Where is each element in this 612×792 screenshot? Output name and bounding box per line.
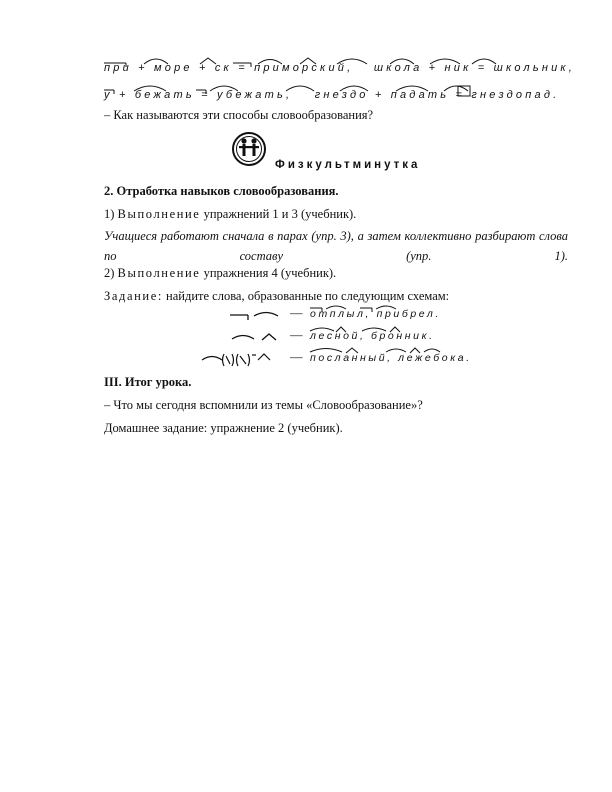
scheme-3-words: посланный, лежебока. — [310, 352, 472, 364]
homework: Домашнее задание: упражнение 2 (учебник). — [104, 421, 343, 435]
scheme-2-words: лесной, бронник. — [310, 330, 435, 342]
question-word-formation: – Как называются эти способы словообразования? — [104, 108, 374, 122]
section-3-heading: III. Итог урока. — [104, 375, 192, 389]
scheme-3-dash: — — [290, 350, 303, 364]
step-1-spaced: Выполнение — [117, 207, 201, 221]
step-2-text: упражнения 4 (учебник). — [203, 266, 337, 280]
step-1 — [104, 207, 356, 222]
step-2-number: 2) — [104, 266, 115, 280]
students-note: Учащиеся работают сначала в парах (упр. 3), а затем коллективно разбирают слова по составу (упр. 1). — [104, 229, 568, 263]
scheme-2-dash: — — [290, 328, 303, 342]
two-figures-icon — [231, 131, 267, 167]
step-1-number: 1) — [104, 207, 115, 221]
scheme-1-dash: — — [290, 306, 303, 320]
morpheme-marks-line-2 — [100, 77, 500, 97]
section-2-heading: 2. Отработка навыков словообразования. — [104, 184, 339, 198]
scheme-3-word-marks — [306, 344, 456, 357]
scheme-2-word-marks — [306, 323, 436, 335]
task-text: найдите слова, образованные по следующим схемам: — [166, 289, 450, 303]
scheme-1-word-marks — [306, 301, 436, 313]
fizkultminutka-title: Физкультминутка — [275, 159, 421, 171]
formula-1a: при + море + ск = приморский, — [104, 62, 354, 74]
formula-2b: гнездо + падать = гнездопад. — [314, 89, 560, 101]
task-label: Задание: — [104, 289, 163, 303]
step-2-spaced: Выполнение — [117, 266, 201, 280]
morpheme-marks-line-1 — [100, 50, 510, 70]
step-2 — [104, 266, 336, 281]
final-question: – Что мы сегодня вспомнили из темы «Словообразование»? — [104, 398, 423, 412]
formula-2a: у + бежать = убежать, — [104, 89, 293, 101]
scheme-2-diagram — [226, 329, 286, 347]
scheme-3-diagram — [200, 349, 286, 369]
formula-1b: школа + ник = школьник, — [373, 62, 576, 74]
step-1-text: упражнений 1 и 3 (учебник). — [203, 207, 357, 221]
scheme-1-diagram — [226, 307, 286, 325]
scheme-1-words: отплыл, прибрел. — [310, 308, 441, 320]
